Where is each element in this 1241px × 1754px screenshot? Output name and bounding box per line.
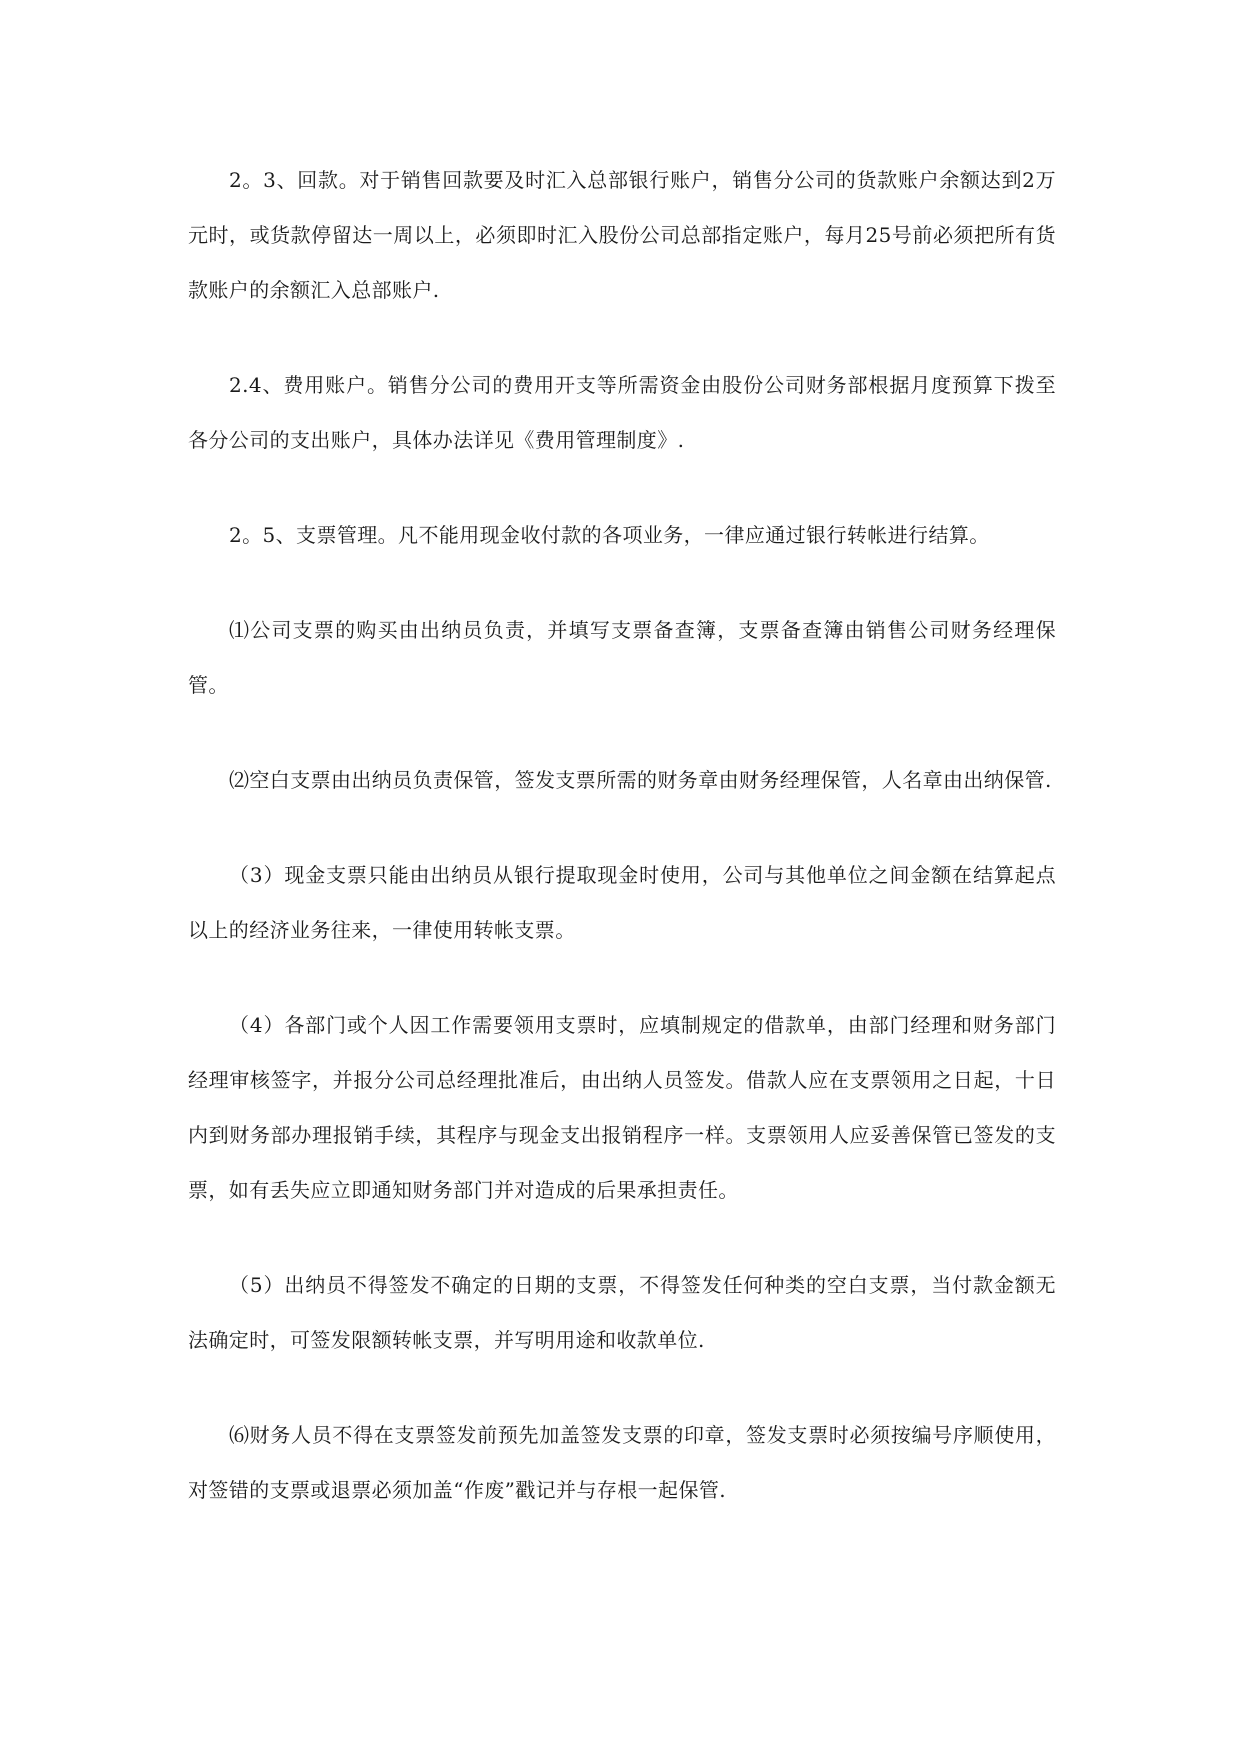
document-body — [188, 153, 1056, 1558]
paragraph-item-6: ⑹财务人员不得在支票签发前预先加盖签发支票的印章，签发支票时必须按编号序顺使用，对签错的支票或退票必须加盖“作废”戳记并与存根一起保管. — [188, 1423, 1056, 1502]
paragraph-item-4: （4）各部门或个人因工作需要领用支票时，应填制规定的借款单，由部门经理和财务部门经理审核签字，并报分公司总经理批准后，由出纳人员签发。借款人应在支票领用之日起，十日内到财务部办理报销手续，其程序与现金支出报销程序一样。支票领用人应妥善保管已签发的支票，如有丢失应立即通知财务部门并对造成的后果承担责任。 — [188, 1013, 1056, 1202]
paragraph-2-5-check-management: 2。5、支票管理。凡不能用现金收付款的各项业务，一律应通过银行转帐进行结算。 — [229, 523, 990, 547]
paragraph-item-2: ⑵空白支票由出纳员负责保管，签发支票所需的财务章由财务经理保管，人名章由出纳保管. — [229, 768, 1052, 792]
paragraph-item-5: （5）出纳员不得签发不确定的日期的支票，不得签发任何种类的空白支票，当付款金额无法确定时，可签发限额转帐支票，并写明用途和收款单位. — [188, 1273, 1056, 1352]
paragraph-item-1: ⑴公司支票的购买由出纳员负责，并填写支票备查簿，支票备查簿由销售公司财务经理保管。 — [188, 618, 1056, 697]
paragraph-2-4-expense-account: 2.4、费用账户。销售分公司的费用开支等所需资金由股份公司财务部根据月度预算下拨至各分公司的支出账户，具体办法详见《费用管理制度》. — [188, 373, 1056, 452]
paragraph-2-3-payment-collection: 2。3、回款。对于销售回款要及时汇入总部银行账户，销售分公司的货款账户余额达到2万元时，或货款停留达一周以上，必须即时汇入股份公司总部指定账户，每月25号前必须把所有货款账户的余额汇入总部账户. — [188, 168, 1056, 302]
paragraph-item-3: （3）现金支票只能由出纳员从银行提取现金时使用，公司与其他单位之间金额在结算起点以上的经济业务往来，一律使用转帐支票。 — [188, 863, 1056, 942]
